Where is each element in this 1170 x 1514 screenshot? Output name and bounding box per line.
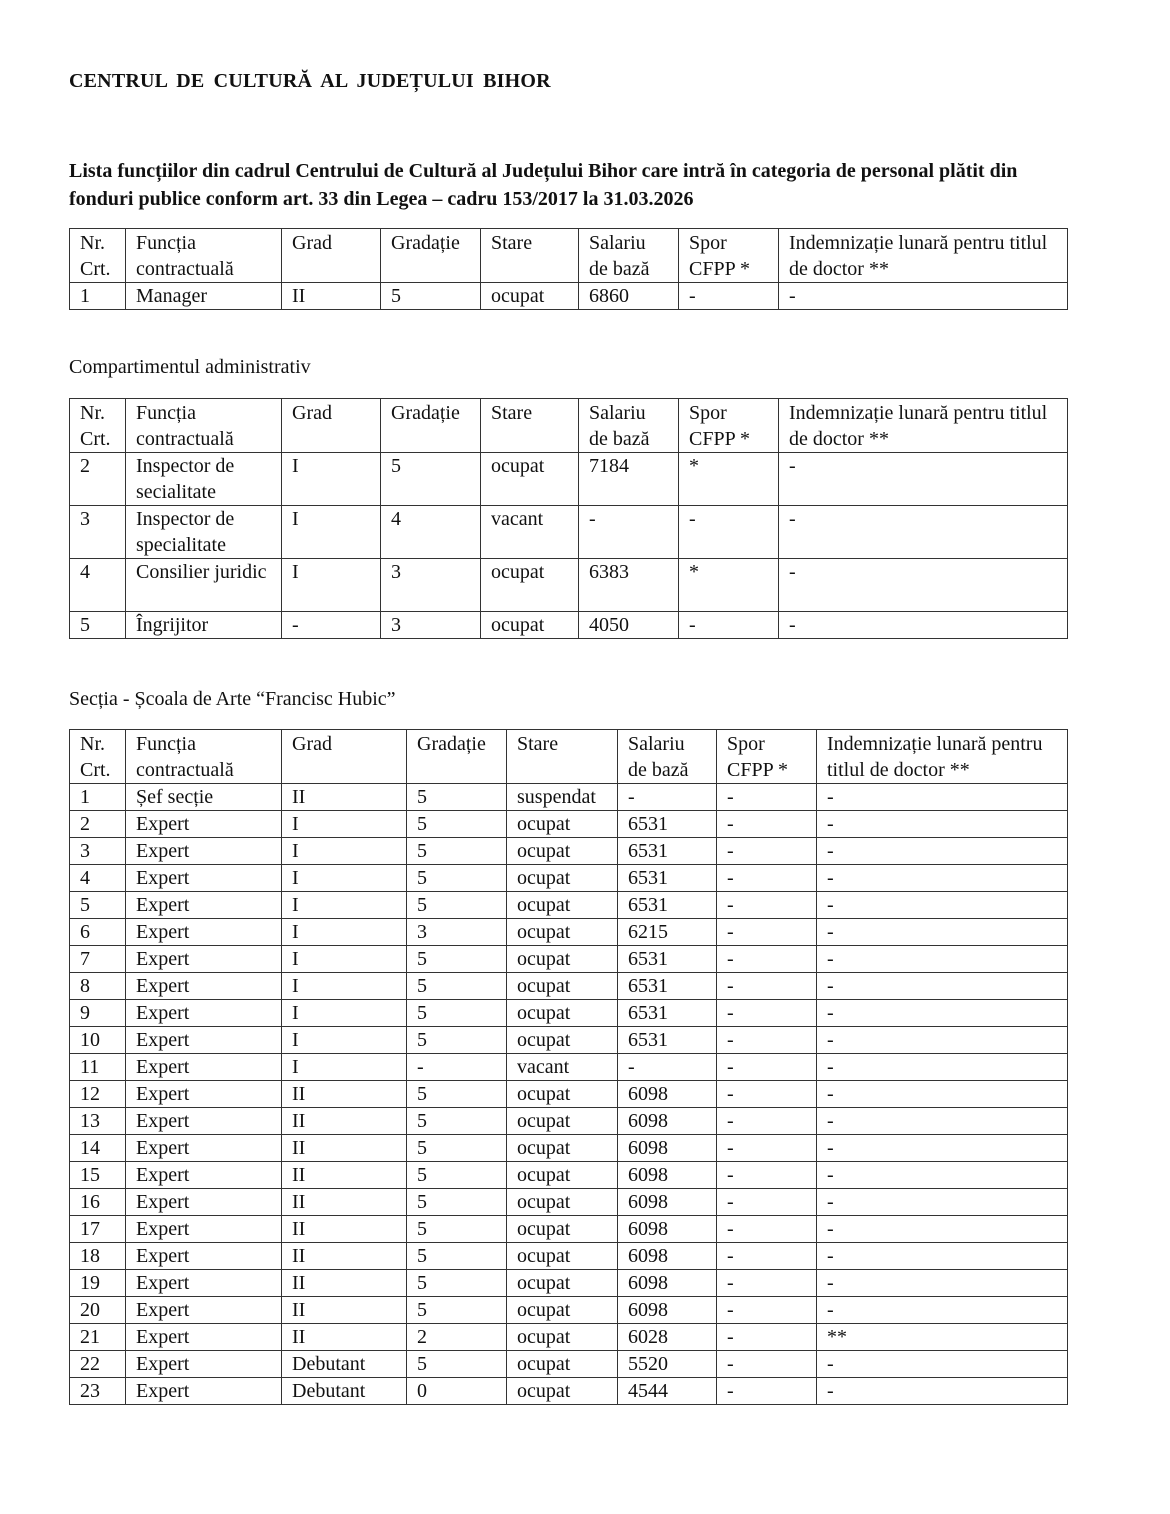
cell-indemnizatie: - [817, 919, 1068, 946]
cell-salariu: 4050 [579, 612, 679, 639]
cell-salariu: 5520 [618, 1351, 717, 1378]
cell-functia: Expert [126, 1054, 282, 1081]
cell-gradatie: 4 [381, 506, 481, 559]
cell-salariu: 4544 [618, 1378, 717, 1405]
column-header-spor-cfpp: Spor CFPP * [679, 229, 779, 283]
cell-gradatie: 2 [407, 1324, 507, 1351]
cell-indemnizatie: - [817, 1162, 1068, 1189]
cell-gradatie: 3 [381, 612, 481, 639]
cell-indemnizatie: - [817, 838, 1068, 865]
cell-grad: I [282, 892, 407, 919]
cell-gradatie: - [407, 1054, 507, 1081]
section-label-school: Secția - Școala de Arte “Francisc Hubic” [69, 688, 396, 710]
table-row [70, 784, 1068, 811]
cell-grad: - [282, 612, 381, 639]
cell-functia: Inspector de specialitate [126, 506, 282, 559]
cell-grad: II [282, 283, 381, 310]
cell-indemnizatie: - [817, 1216, 1068, 1243]
cell-grad: I [282, 973, 407, 1000]
cell-grad: I [282, 838, 407, 865]
cell-gradatie: 0 [407, 1378, 507, 1405]
column-header-functia: Funcția contractuală [126, 399, 282, 453]
cell-gradatie: 5 [407, 1108, 507, 1135]
cell-functia: Expert [126, 1189, 282, 1216]
table-row [70, 1216, 1068, 1243]
cell-grad: II [282, 1216, 407, 1243]
table-row [70, 1000, 1068, 1027]
cell-gradatie: 5 [381, 453, 481, 506]
cell-salariu: 7184 [579, 453, 679, 506]
cell-functia: Expert [126, 892, 282, 919]
cell-stare: vacant [481, 506, 579, 559]
cell-indemnizatie: - [779, 612, 1068, 639]
cell-salariu: 6531 [618, 1000, 717, 1027]
column-header-spor-cfpp: Spor CFPP * [717, 730, 817, 784]
cell-salariu: 6215 [618, 919, 717, 946]
cell-salariu: - [618, 784, 717, 811]
cell-nr-crt: 4 [70, 865, 126, 892]
cell-spor-cfpp: - [717, 811, 817, 838]
cell-stare: ocupat [507, 1108, 618, 1135]
admin-table [69, 398, 1068, 639]
cell-indemnizatie: - [817, 1000, 1068, 1027]
cell-grad: II [282, 1270, 407, 1297]
column-header-grad: Grad [282, 399, 381, 453]
cell-stare: ocupat [507, 1081, 618, 1108]
cell-spor-cfpp: - [717, 919, 817, 946]
cell-gradatie: 3 [381, 559, 481, 612]
column-header-functia: Funcția contractuală [126, 730, 282, 784]
cell-spor-cfpp: - [717, 892, 817, 919]
cell-stare: ocupat [481, 559, 579, 612]
cell-indemnizatie: - [817, 1378, 1068, 1405]
cell-indemnizatie: - [779, 283, 1068, 310]
cell-spor-cfpp: - [717, 1243, 817, 1270]
cell-gradatie: 5 [407, 1351, 507, 1378]
column-header-functia: Funcția contractuală [126, 229, 282, 283]
cell-stare: ocupat [507, 1351, 618, 1378]
table-row [70, 1108, 1068, 1135]
cell-indemnizatie: ** [817, 1324, 1068, 1351]
cell-salariu: 6098 [618, 1216, 717, 1243]
cell-indemnizatie: - [817, 1108, 1068, 1135]
cell-functia: Expert [126, 1027, 282, 1054]
column-header-indemnizatie: Indemnizație lunară pentru titlul de doctor ** [779, 399, 1068, 453]
cell-spor-cfpp: - [717, 865, 817, 892]
cell-indemnizatie: - [817, 1243, 1068, 1270]
table-row [70, 1297, 1068, 1324]
cell-nr-crt: 7 [70, 946, 126, 973]
cell-stare: ocupat [507, 919, 618, 946]
cell-indemnizatie: - [817, 1297, 1068, 1324]
cell-nr-crt: 6 [70, 919, 126, 946]
cell-nr-crt: 1 [70, 283, 126, 310]
cell-grad: II [282, 1243, 407, 1270]
cell-grad: I [282, 1027, 407, 1054]
cell-gradatie: 5 [407, 1297, 507, 1324]
cell-nr-crt: 3 [70, 838, 126, 865]
cell-grad: I [282, 919, 407, 946]
cell-spor-cfpp: - [717, 1108, 817, 1135]
cell-grad: I [282, 559, 381, 612]
table-header-row [70, 399, 1068, 453]
cell-functia: Expert [126, 1081, 282, 1108]
cell-spor-cfpp: - [717, 784, 817, 811]
cell-stare: ocupat [507, 892, 618, 919]
cell-indemnizatie: - [817, 1189, 1068, 1216]
cell-nr-crt: 17 [70, 1216, 126, 1243]
document-subtitle: Lista funcțiilor din cadrul Centrului de Cultură al Județului Bihor care intră în categoria de personal plătit din fonduri publice conform art. 33 din Legea – cadru 153/2017 la 31.03.2026 [69, 160, 1018, 210]
cell-stare: vacant [507, 1054, 618, 1081]
column-header-stare: Stare [481, 399, 579, 453]
section-label-admin: Compartimentul administrativ [69, 356, 311, 378]
table-row [70, 453, 1068, 506]
table-row [70, 973, 1068, 1000]
cell-functia: Expert [126, 973, 282, 1000]
cell-gradatie: 5 [407, 1162, 507, 1189]
cell-salariu: 6531 [618, 1027, 717, 1054]
table-row [70, 1243, 1068, 1270]
cell-stare: ocupat [507, 946, 618, 973]
column-header-gradatie: Gradație [381, 229, 481, 283]
cell-spor-cfpp: - [717, 1297, 817, 1324]
cell-functia: Expert [126, 1351, 282, 1378]
cell-functia: Expert [126, 811, 282, 838]
cell-spor-cfpp: - [717, 1027, 817, 1054]
column-header-gradatie: Gradație [381, 399, 481, 453]
cell-functia: Consilier juridic [126, 559, 282, 612]
cell-salariu: 6383 [579, 559, 679, 612]
cell-stare: ocupat [481, 283, 579, 310]
cell-functia: Expert [126, 1378, 282, 1405]
cell-gradatie: 5 [407, 1081, 507, 1108]
cell-grad: II [282, 1081, 407, 1108]
cell-spor-cfpp: - [717, 946, 817, 973]
cell-salariu: 6531 [618, 865, 717, 892]
column-header-nr-crt: Nr. Crt. [70, 229, 126, 283]
cell-nr-crt: 16 [70, 1189, 126, 1216]
cell-grad: II [282, 1324, 407, 1351]
cell-gradatie: 3 [407, 919, 507, 946]
cell-grad: II [282, 1297, 407, 1324]
cell-indemnizatie: - [817, 973, 1068, 1000]
column-header-stare: Stare [507, 730, 618, 784]
table-row [70, 892, 1068, 919]
cell-gradatie: 5 [407, 838, 507, 865]
cell-indemnizatie: - [779, 453, 1068, 506]
cell-grad: II [282, 1135, 407, 1162]
column-header-grad: Grad [282, 730, 407, 784]
cell-grad: Debutant [282, 1378, 407, 1405]
cell-functia: Expert [126, 1270, 282, 1297]
cell-grad: II [282, 1189, 407, 1216]
cell-functia: Expert [126, 838, 282, 865]
cell-functia: Expert [126, 1324, 282, 1351]
cell-grad: II [282, 1108, 407, 1135]
cell-spor-cfpp: - [717, 1324, 817, 1351]
cell-salariu: 6098 [618, 1243, 717, 1270]
cell-nr-crt: 8 [70, 973, 126, 1000]
cell-spor-cfpp: - [717, 1162, 817, 1189]
cell-indemnizatie: - [817, 811, 1068, 838]
cell-salariu: - [579, 506, 679, 559]
table-header-row [70, 730, 1068, 784]
table-row [70, 1189, 1068, 1216]
cell-stare: ocupat [507, 1189, 618, 1216]
cell-indemnizatie: - [817, 892, 1068, 919]
cell-grad: Debutant [282, 1351, 407, 1378]
cell-grad: I [282, 865, 407, 892]
cell-salariu: 6531 [618, 892, 717, 919]
cell-functia: Îngrijitor [126, 612, 282, 639]
school-table [69, 729, 1068, 1405]
cell-stare: ocupat [507, 1297, 618, 1324]
table-row [70, 1270, 1068, 1297]
cell-functia: Expert [126, 919, 282, 946]
cell-nr-crt: 2 [70, 811, 126, 838]
cell-grad: I [282, 453, 381, 506]
cell-nr-crt: 11 [70, 1054, 126, 1081]
cell-salariu: 6098 [618, 1081, 717, 1108]
cell-indemnizatie: - [779, 506, 1068, 559]
cell-spor-cfpp: - [717, 1270, 817, 1297]
cell-spor-cfpp: * [679, 453, 779, 506]
table-row [70, 1135, 1068, 1162]
cell-indemnizatie: - [817, 1351, 1068, 1378]
table-row [70, 1081, 1068, 1108]
table-row [70, 811, 1068, 838]
institution-title: CENTRUL DE CULTURĂ AL JUDEȚULUI BIHOR [69, 70, 551, 92]
cell-indemnizatie: - [817, 1054, 1068, 1081]
cell-grad: I [282, 946, 407, 973]
cell-spor-cfpp: - [717, 1000, 817, 1027]
cell-functia: Expert [126, 946, 282, 973]
cell-spor-cfpp: - [717, 973, 817, 1000]
cell-stare: ocupat [507, 1270, 618, 1297]
cell-stare: ocupat [507, 1135, 618, 1162]
cell-nr-crt: 9 [70, 1000, 126, 1027]
cell-functia: Expert [126, 1135, 282, 1162]
table-row [70, 1324, 1068, 1351]
column-header-salariu: Salariu de bază [618, 730, 717, 784]
cell-nr-crt: 22 [70, 1351, 126, 1378]
cell-indemnizatie: - [817, 946, 1068, 973]
cell-functia: Manager [126, 283, 282, 310]
cell-salariu: 6860 [579, 283, 679, 310]
cell-salariu: 6098 [618, 1108, 717, 1135]
cell-salariu: 6098 [618, 1162, 717, 1189]
cell-indemnizatie: - [817, 1135, 1068, 1162]
cell-stare: ocupat [507, 1000, 618, 1027]
cell-salariu: - [618, 1054, 717, 1081]
column-header-salariu: Salariu de bază [579, 229, 679, 283]
cell-spor-cfpp: * [679, 559, 779, 612]
column-header-salariu: Salariu de bază [579, 399, 679, 453]
cell-gradatie: 5 [407, 1216, 507, 1243]
cell-spor-cfpp: - [679, 612, 779, 639]
cell-nr-crt: 2 [70, 453, 126, 506]
cell-functia: Expert [126, 1000, 282, 1027]
cell-nr-crt: 4 [70, 559, 126, 612]
table-row [70, 865, 1068, 892]
cell-functia: Expert [126, 1216, 282, 1243]
table-row [70, 283, 1068, 310]
cell-spor-cfpp: - [679, 506, 779, 559]
cell-gradatie: 5 [407, 892, 507, 919]
cell-gradatie: 5 [407, 784, 507, 811]
cell-functia: Expert [126, 1297, 282, 1324]
cell-nr-crt: 14 [70, 1135, 126, 1162]
cell-spor-cfpp: - [717, 1189, 817, 1216]
cell-spor-cfpp: - [679, 283, 779, 310]
cell-gradatie: 5 [407, 1189, 507, 1216]
cell-stare: ocupat [481, 612, 579, 639]
cell-grad: I [282, 1000, 407, 1027]
table-row [70, 919, 1068, 946]
column-header-indemnizatie: Indemnizație lunară pentru titlul de doctor ** [779, 229, 1068, 283]
cell-stare: ocupat [507, 1162, 618, 1189]
cell-stare: ocupat [507, 1027, 618, 1054]
cell-nr-crt: 15 [70, 1162, 126, 1189]
table-row [70, 1378, 1068, 1405]
cell-salariu: 6098 [618, 1189, 717, 1216]
cell-salariu: 6028 [618, 1324, 717, 1351]
cell-stare: ocupat [507, 1243, 618, 1270]
cell-nr-crt: 21 [70, 1324, 126, 1351]
cell-grad: II [282, 1162, 407, 1189]
cell-gradatie: 5 [407, 1000, 507, 1027]
cell-spor-cfpp: - [717, 1054, 817, 1081]
cell-stare: ocupat [481, 453, 579, 506]
cell-salariu: 6531 [618, 838, 717, 865]
column-header-spor-cfpp: Spor CFPP * [679, 399, 779, 453]
cell-stare: ocupat [507, 1216, 618, 1243]
cell-indemnizatie: - [817, 1027, 1068, 1054]
table-row [70, 612, 1068, 639]
cell-nr-crt: 5 [70, 612, 126, 639]
cell-spor-cfpp: - [717, 1351, 817, 1378]
column-header-gradatie: Gradație [407, 730, 507, 784]
cell-nr-crt: 12 [70, 1081, 126, 1108]
cell-nr-crt: 20 [70, 1297, 126, 1324]
cell-stare: suspendat [507, 784, 618, 811]
cell-spor-cfpp: - [717, 1081, 817, 1108]
cell-gradatie: 5 [407, 1270, 507, 1297]
cell-gradatie: 5 [407, 811, 507, 838]
cell-grad: I [282, 1054, 407, 1081]
cell-stare: ocupat [507, 973, 618, 1000]
cell-salariu: 6531 [618, 811, 717, 838]
cell-nr-crt: 23 [70, 1378, 126, 1405]
cell-functia: Expert [126, 865, 282, 892]
cell-spor-cfpp: - [717, 1216, 817, 1243]
table-row [70, 506, 1068, 559]
column-header-indemnizatie: Indemnizație lunară pentru titlul de doctor ** [817, 730, 1068, 784]
management-table [69, 228, 1068, 310]
cell-stare: ocupat [507, 1378, 618, 1405]
cell-nr-crt: 19 [70, 1270, 126, 1297]
cell-nr-crt: 5 [70, 892, 126, 919]
cell-indemnizatie: - [817, 784, 1068, 811]
cell-salariu: 6098 [618, 1270, 717, 1297]
cell-functia: Expert [126, 1162, 282, 1189]
cell-gradatie: 5 [407, 1243, 507, 1270]
cell-stare: ocupat [507, 1324, 618, 1351]
cell-salariu: 6098 [618, 1297, 717, 1324]
table-header-row [70, 229, 1068, 283]
cell-nr-crt: 3 [70, 506, 126, 559]
cell-functia: Șef secție [126, 784, 282, 811]
cell-stare: ocupat [507, 811, 618, 838]
cell-nr-crt: 18 [70, 1243, 126, 1270]
cell-indemnizatie: - [817, 865, 1068, 892]
column-header-nr-crt: Nr. Crt. [70, 730, 126, 784]
cell-gradatie: 5 [407, 1027, 507, 1054]
cell-salariu: 6531 [618, 973, 717, 1000]
cell-gradatie: 5 [381, 283, 481, 310]
cell-indemnizatie: - [817, 1270, 1068, 1297]
cell-nr-crt: 1 [70, 784, 126, 811]
cell-salariu: 6531 [618, 946, 717, 973]
column-header-stare: Stare [481, 229, 579, 283]
table-row [70, 1054, 1068, 1081]
cell-stare: ocupat [507, 865, 618, 892]
table-row [70, 559, 1068, 612]
cell-gradatie: 5 [407, 865, 507, 892]
cell-spor-cfpp: - [717, 838, 817, 865]
table-row [70, 1027, 1068, 1054]
cell-gradatie: 5 [407, 973, 507, 1000]
cell-spor-cfpp: - [717, 1135, 817, 1162]
cell-indemnizatie: - [779, 559, 1068, 612]
cell-nr-crt: 10 [70, 1027, 126, 1054]
cell-grad: I [282, 811, 407, 838]
cell-gradatie: 5 [407, 1135, 507, 1162]
cell-functia: Expert [126, 1243, 282, 1270]
cell-functia: Expert [126, 1108, 282, 1135]
cell-salariu: 6098 [618, 1135, 717, 1162]
cell-spor-cfpp: - [717, 1378, 817, 1405]
table-row [70, 838, 1068, 865]
cell-nr-crt: 13 [70, 1108, 126, 1135]
column-header-nr-crt: Nr. Crt. [70, 399, 126, 453]
column-header-grad: Grad [282, 229, 381, 283]
table-row [70, 946, 1068, 973]
cell-grad: I [282, 506, 381, 559]
cell-gradatie: 5 [407, 946, 507, 973]
cell-stare: ocupat [507, 838, 618, 865]
cell-functia: Inspector de secialitate [126, 453, 282, 506]
cell-grad: II [282, 784, 407, 811]
cell-indemnizatie: - [817, 1081, 1068, 1108]
table-row [70, 1351, 1068, 1378]
table-row [70, 1162, 1068, 1189]
